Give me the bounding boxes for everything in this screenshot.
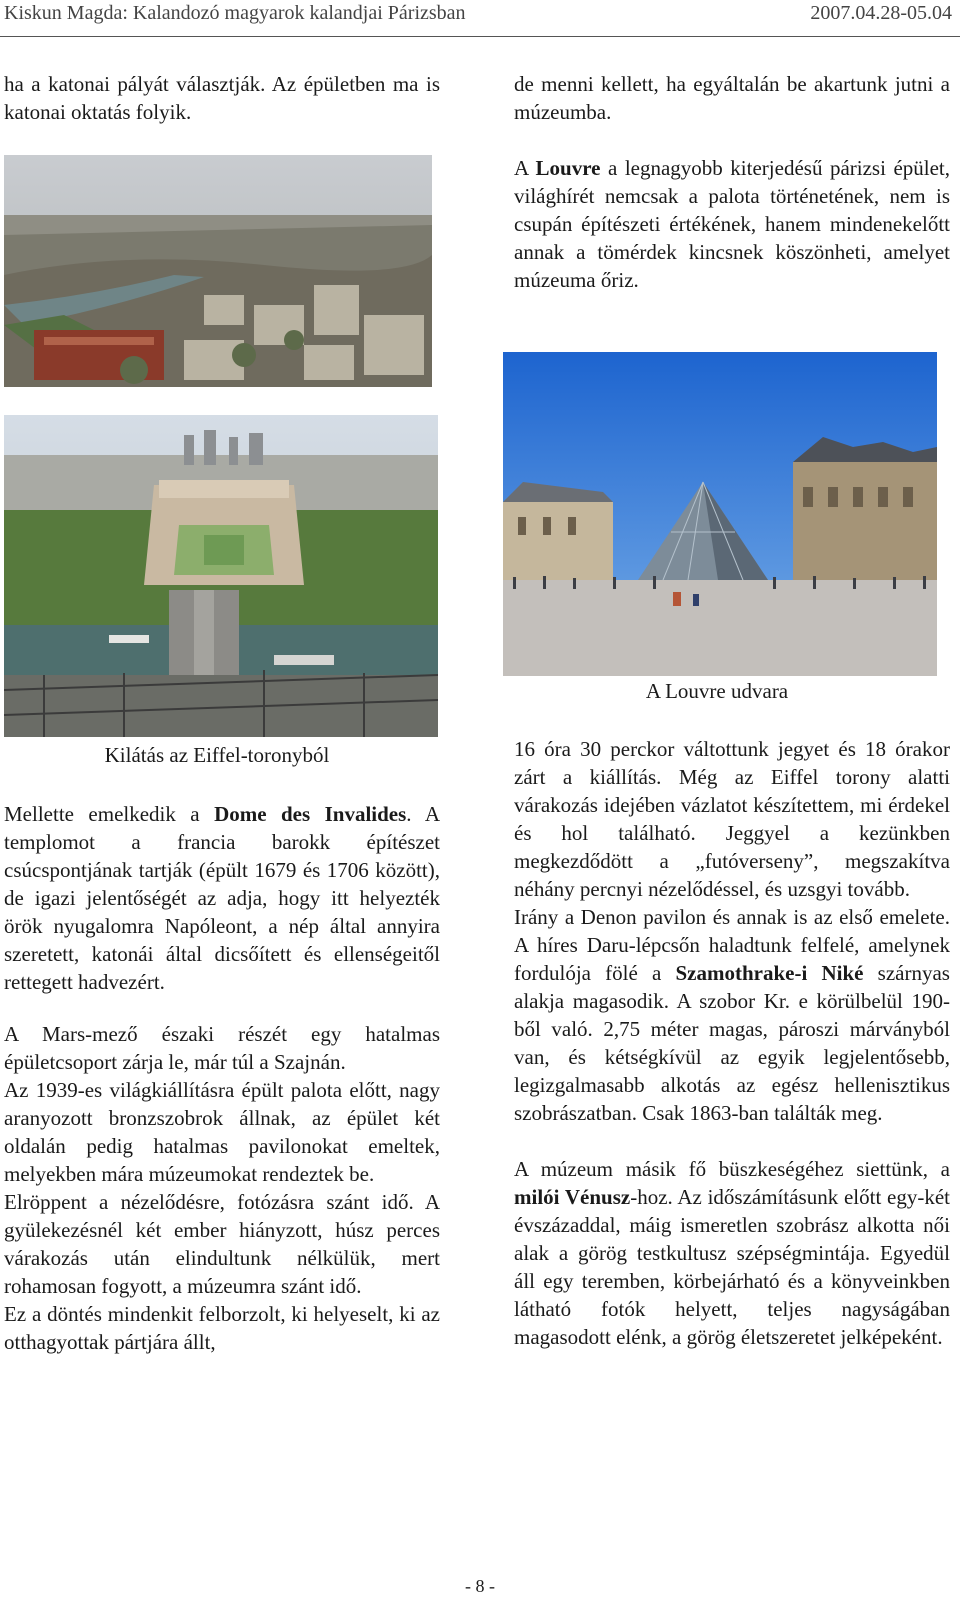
paragraph-louvre <box>514 154 950 294</box>
paragraph-venus <box>514 1155 950 1351</box>
text-run: szárnyas alakja magasodik. A szobor Kr. e körülbelül 190-ből való. 2,75 méter magas, pároszi márványból van, és kétségkívül az egyik legjelentősebb, legizgalmasabb alkotás az egész hellenisztikus szobrászatban. Csak 1863-ban találták meg. <box>514 961 950 1125</box>
text-run: Irány a Denon pavilon és annak is az első emelete. A híres Daru-lépcsőn haladtunk felfelé, amelynek fordulója fölé a <box>514 905 950 985</box>
caption-louvre: A Louvre udvara <box>645 679 789 703</box>
photo-louvre-courtyard <box>503 352 937 676</box>
text-run: A <box>514 156 536 180</box>
paragraph: de menni kellett, ha egyáltalán be akartunk jutni a múzeumba. <box>514 72 950 124</box>
bold-term: Szamothrake-i Niké <box>675 961 864 985</box>
page-header <box>0 0 960 44</box>
text-run: a legnagyobb kiterjedésű párizsi épület, világhírét nemcsak a palota történetének, nem is csupán építészeti értékének, hanem mindenekelőtt annak a tömérdek kincsnek köszönheti, amelyet múzeuma őriz. <box>514 156 951 292</box>
right-body-text <box>514 735 950 1351</box>
header-title: Kiskun Magda: Kalandozó magyarok kalandjai Párizsban <box>4 2 466 24</box>
bold-term: Louvre <box>535 156 601 180</box>
paragraph-dome <box>4 800 440 996</box>
page-number: - 8 - <box>465 1576 495 1596</box>
left-top-text <box>4 70 440 126</box>
right-top-text <box>514 70 950 294</box>
bold-term: Dome des Invalides <box>214 802 407 826</box>
paragraph: Ez a döntés mindenkit felborzolt, ki helyeselt, ki az otthagyottak pártjára állt, <box>4 1302 440 1354</box>
bold-term: milói Vénusz <box>514 1185 631 1209</box>
text-run: Mellette emelkedik a <box>4 802 215 826</box>
paragraph: A Mars-mező északi részét egy hatalmas épületcsoport zárja le, már túl a Szajnán. <box>4 1022 440 1074</box>
paragraph: 16 óra 30 perckor váltottunk jegyet és 18 órakor zárt a kiállítás. Még az Eiffel torony alatti várakozás idejében vázlatot készítettem, mi érdekel és hol található. Jeggyel a kezünkben megkezdődött a „futóverseny”, megszakítva néhány percnyi nézelődéssel, és uzsgyi tovább. <box>514 737 950 901</box>
paragraph-nike <box>514 903 950 1127</box>
text-run: A múzeum másik fő büszkeségéhez siettünk, a <box>514 1157 950 1181</box>
caption-eiffel: Kilátás az Eiffel-toronyból <box>104 743 330 767</box>
text-run: -hoz. Az időszámításunk előtt egy-két évszázaddal, máig ismeretlen szobrász alkotta női alak a görög testkultusz szépségmintája. Egyedül áll egy teremben, körbejárható és a könyveinkben látható fotók helyett, teljes nagyságában magasodott elénk, a görög életszeretet jelképeként. <box>514 1185 950 1349</box>
header-rule <box>0 36 960 37</box>
header-date: 2007.04.28-05.04 <box>810 2 952 24</box>
text-run: . A templomot a francia barokk építészet csúcspontjának tartják (épült 1679 és 1706 között), de igazi jelentőségét az adja, hogy itt helyezték örök nyugalomra Napóleont, a nép által annyira szeretett, katonái által dicsőített és ellenségeitől rettegett hadvezért. <box>4 802 440 994</box>
paragraph: Az 1939-es világkiállításra épült palota előtt, nagy aranyozott bronzszobrok állnak, az épület két oldalán pedig hatalmas pavilonokat emeltek, melyekben mára múzeumokat rendeztek be. <box>4 1078 440 1186</box>
paragraph: Elröppent a nézelődésre, fotózásra szánt idő. A gyülekezésnél két ember hiányzott, húsz perces várakozás után elindultunk nélkülük, mert rohamosan fogyott, a múzeumra szánt idő. <box>4 1190 440 1298</box>
paragraph: ha a katonai pályát választják. Az épületben ma is katonai oktatás folyik. <box>4 72 440 124</box>
photo-paris-panorama <box>4 155 432 387</box>
photo-eiffel-view <box>4 415 438 737</box>
left-body-text <box>4 800 440 1356</box>
